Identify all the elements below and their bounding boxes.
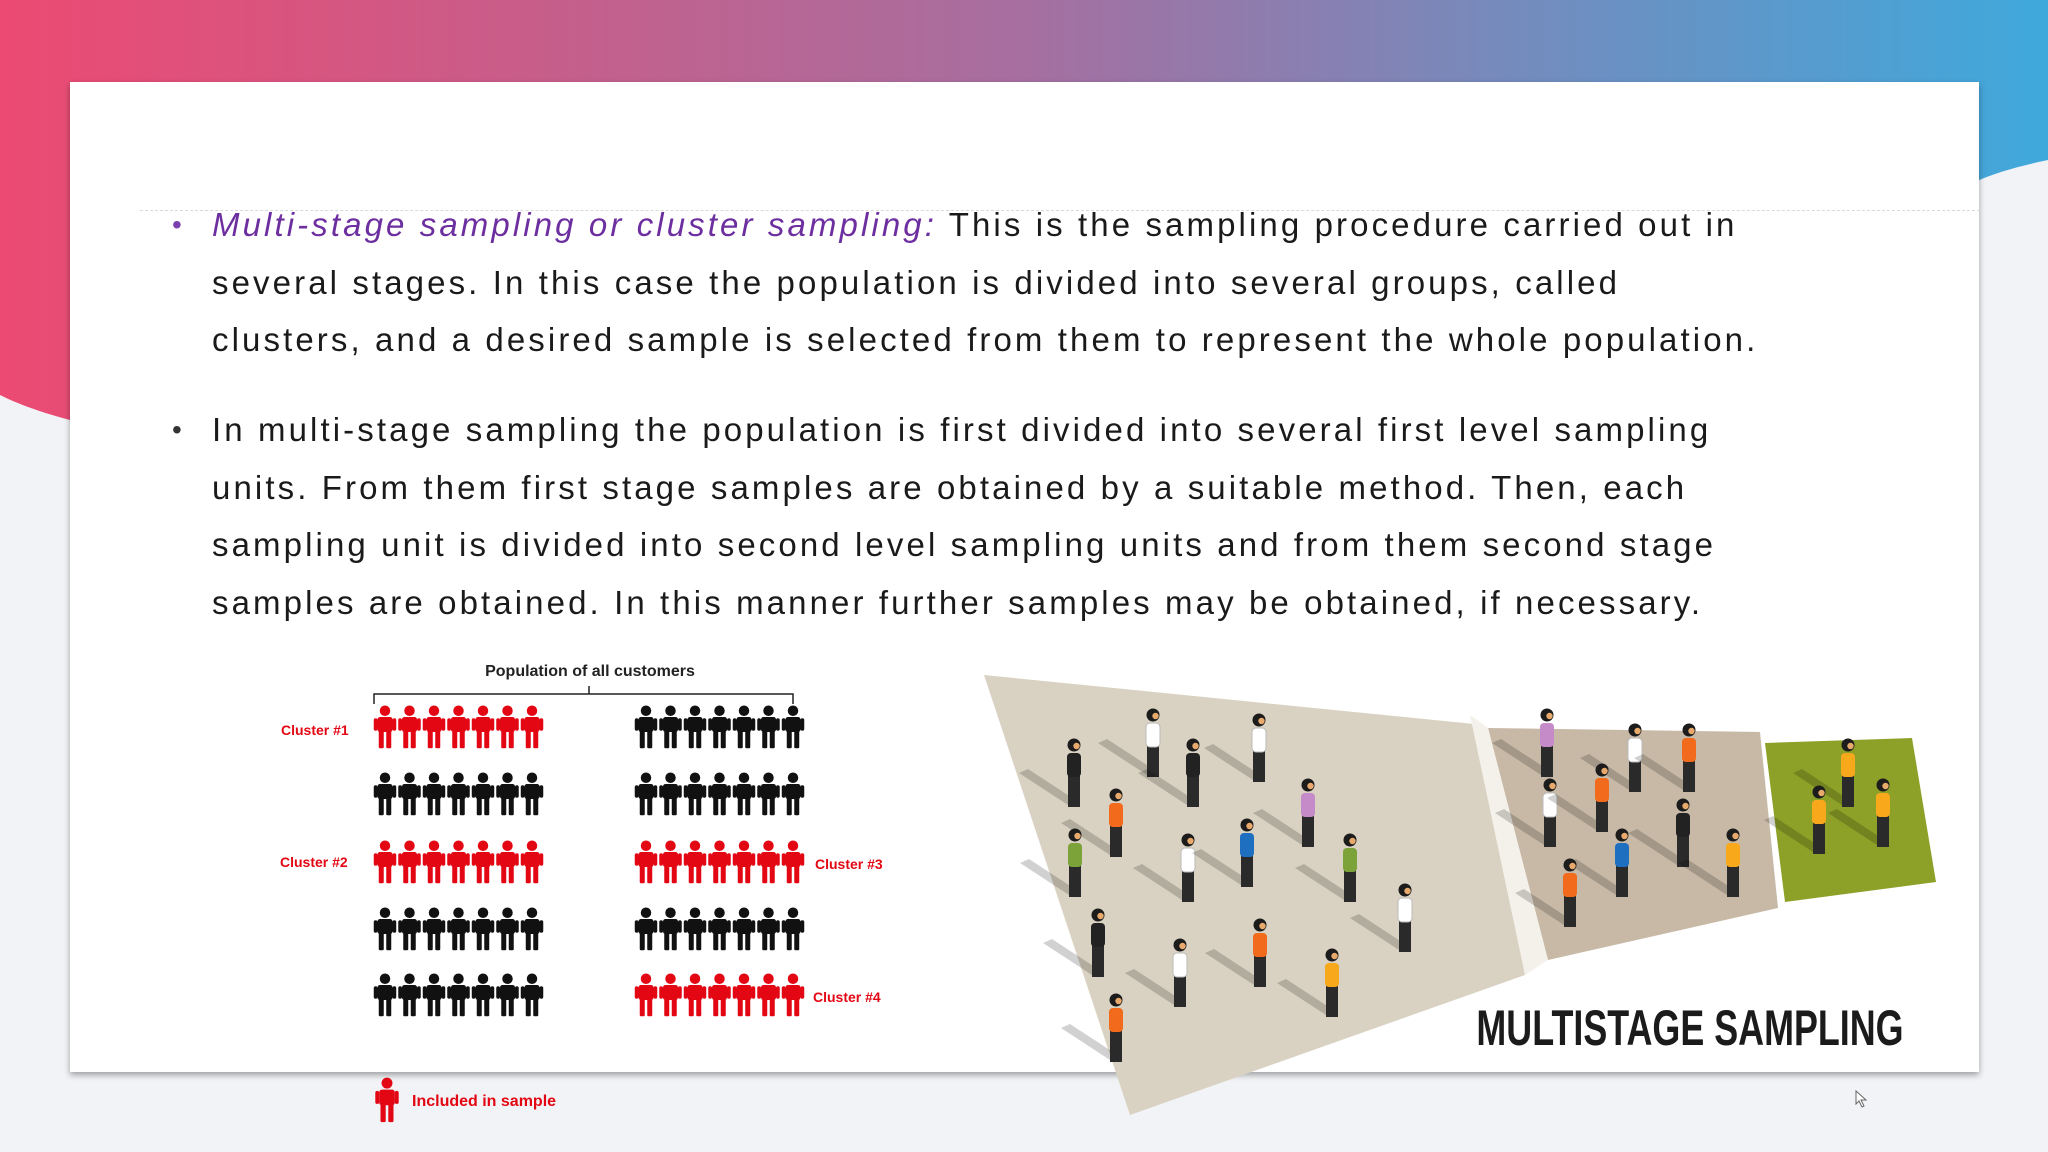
- cluster-2-label: Cluster #2: [280, 854, 348, 870]
- bullet-text-line: clusters, and a desired sample is selected from them to represent the whole population.: [212, 321, 1759, 358]
- funnel-caption: MULTISTAGE SAMPLING: [1476, 1001, 1904, 1057]
- bullet-text-line: In multi-stage sampling the population is first divided into several first level sampling: [212, 411, 1712, 448]
- bullet-item-1: [172, 196, 1952, 369]
- sampled-person-icon: [447, 841, 470, 884]
- sampled-person-icon: [447, 706, 470, 749]
- person-icon: [447, 908, 470, 951]
- person-icon: [782, 706, 805, 749]
- person-icon: [423, 908, 446, 951]
- sampled-person-icon: [757, 974, 780, 1017]
- person-icon: [447, 974, 470, 1017]
- bullet-dot: •: [172, 209, 185, 240]
- person-icon: [635, 908, 658, 951]
- sampled-person-icon: [521, 706, 544, 749]
- person-icon: [496, 908, 519, 951]
- sampled-person-icon: [659, 974, 682, 1017]
- person-icon: [472, 773, 495, 816]
- person-icon: [521, 974, 544, 1017]
- sampled-person-icon: [423, 706, 446, 749]
- person-icon: [374, 974, 397, 1017]
- population-bracket: [374, 686, 793, 704]
- person-icon: [635, 773, 658, 816]
- bullet-text-line: several stages. In this case the population is divided into several groups, called: [212, 263, 1621, 301]
- person-icon: [496, 773, 519, 816]
- sampled-person-icon: [521, 841, 544, 884]
- diagram-title: Population of all customers: [485, 663, 695, 680]
- person-icon: [659, 706, 682, 749]
- person-icon: [472, 908, 495, 951]
- person-icon: [447, 773, 470, 816]
- person-icon: [733, 773, 756, 816]
- slide: [70, 82, 1979, 1110]
- sampled-person-icon: [472, 841, 495, 884]
- person-icon: [708, 908, 731, 951]
- sampled-person-icon: [398, 841, 421, 884]
- sampled-person-icon: [782, 974, 805, 1017]
- sampled-person-icon: [398, 706, 421, 749]
- sampled-person-icon: [782, 841, 805, 884]
- cluster-4-label: Cluster #4: [813, 989, 881, 1005]
- person-icon: [423, 773, 446, 816]
- bullet-dot: •: [172, 414, 185, 445]
- person-icon: [782, 773, 805, 816]
- sampled-person-icon: [374, 706, 397, 749]
- person-icon: [423, 974, 446, 1017]
- multistage-funnel-illustration: [970, 580, 1970, 1140]
- bullet-text-line: units. From them first stage samples are obtained by a suitable method. Then, each: [212, 468, 1688, 506]
- person-icon: [659, 773, 682, 816]
- sampled-person-icon: [423, 841, 446, 884]
- person-icon: [374, 773, 397, 816]
- mouse-cursor-icon: [1855, 1090, 1869, 1108]
- person-icon: [684, 908, 707, 951]
- sampled-person-icon: [659, 841, 682, 884]
- sampled-person-icon: [635, 974, 658, 1017]
- cluster-sampling-diagram: [200, 572, 920, 1132]
- person-icon: [757, 706, 780, 749]
- person-icon: [684, 706, 707, 749]
- people-grid: [374, 706, 805, 1017]
- bullet-text-line: samples are obtained. In this manner further samples may be obtained, if necessary.: [212, 583, 1704, 621]
- cluster-3-label: Cluster #3: [815, 856, 883, 872]
- sampled-person-icon: [757, 841, 780, 884]
- sampled-person-icon: [733, 841, 756, 884]
- legend-person-icon: [375, 1078, 398, 1122]
- person-icon: [782, 908, 805, 951]
- person-icon: [757, 773, 780, 816]
- sampled-person-icon: [374, 841, 397, 884]
- person-icon: [521, 908, 544, 951]
- bullet-text-line: sampling unit is divided into second level sampling units and from them second stage: [212, 526, 1717, 563]
- sampled-person-icon: [635, 841, 658, 884]
- sampled-person-icon: [684, 974, 707, 1017]
- person-icon: [708, 706, 731, 749]
- cluster-1-label: Cluster #1: [281, 722, 349, 738]
- person-icon: [635, 706, 658, 749]
- person-icon: [472, 974, 495, 1017]
- legend-label: Included in sample: [412, 1093, 557, 1110]
- sampled-person-icon: [496, 706, 519, 749]
- person-icon: [733, 706, 756, 749]
- person-icon: [398, 773, 421, 816]
- person-icon: [684, 773, 707, 816]
- person-icon: [733, 908, 756, 951]
- sampled-person-icon: [708, 841, 731, 884]
- person-icon: [521, 773, 544, 816]
- person-icon: [496, 974, 519, 1017]
- sampled-person-icon: [708, 974, 731, 1017]
- person-icon: [398, 974, 421, 1017]
- bullet-term: Multi-stage sampling or cluster sampling:: [212, 206, 937, 243]
- person-icon: [398, 908, 421, 951]
- person-icon: [757, 908, 780, 951]
- person-icon: [659, 908, 682, 951]
- sampled-person-icon: [496, 841, 519, 884]
- bullet-text-line: This is the sampling procedure carried out in: [948, 206, 1738, 243]
- person-icon: [374, 908, 397, 951]
- sampled-person-icon: [472, 706, 495, 749]
- person-icon: [708, 773, 731, 816]
- sampled-person-icon: [684, 841, 707, 884]
- standing-person-icon: [1061, 994, 1123, 1063]
- sampled-person-icon: [733, 974, 756, 1017]
